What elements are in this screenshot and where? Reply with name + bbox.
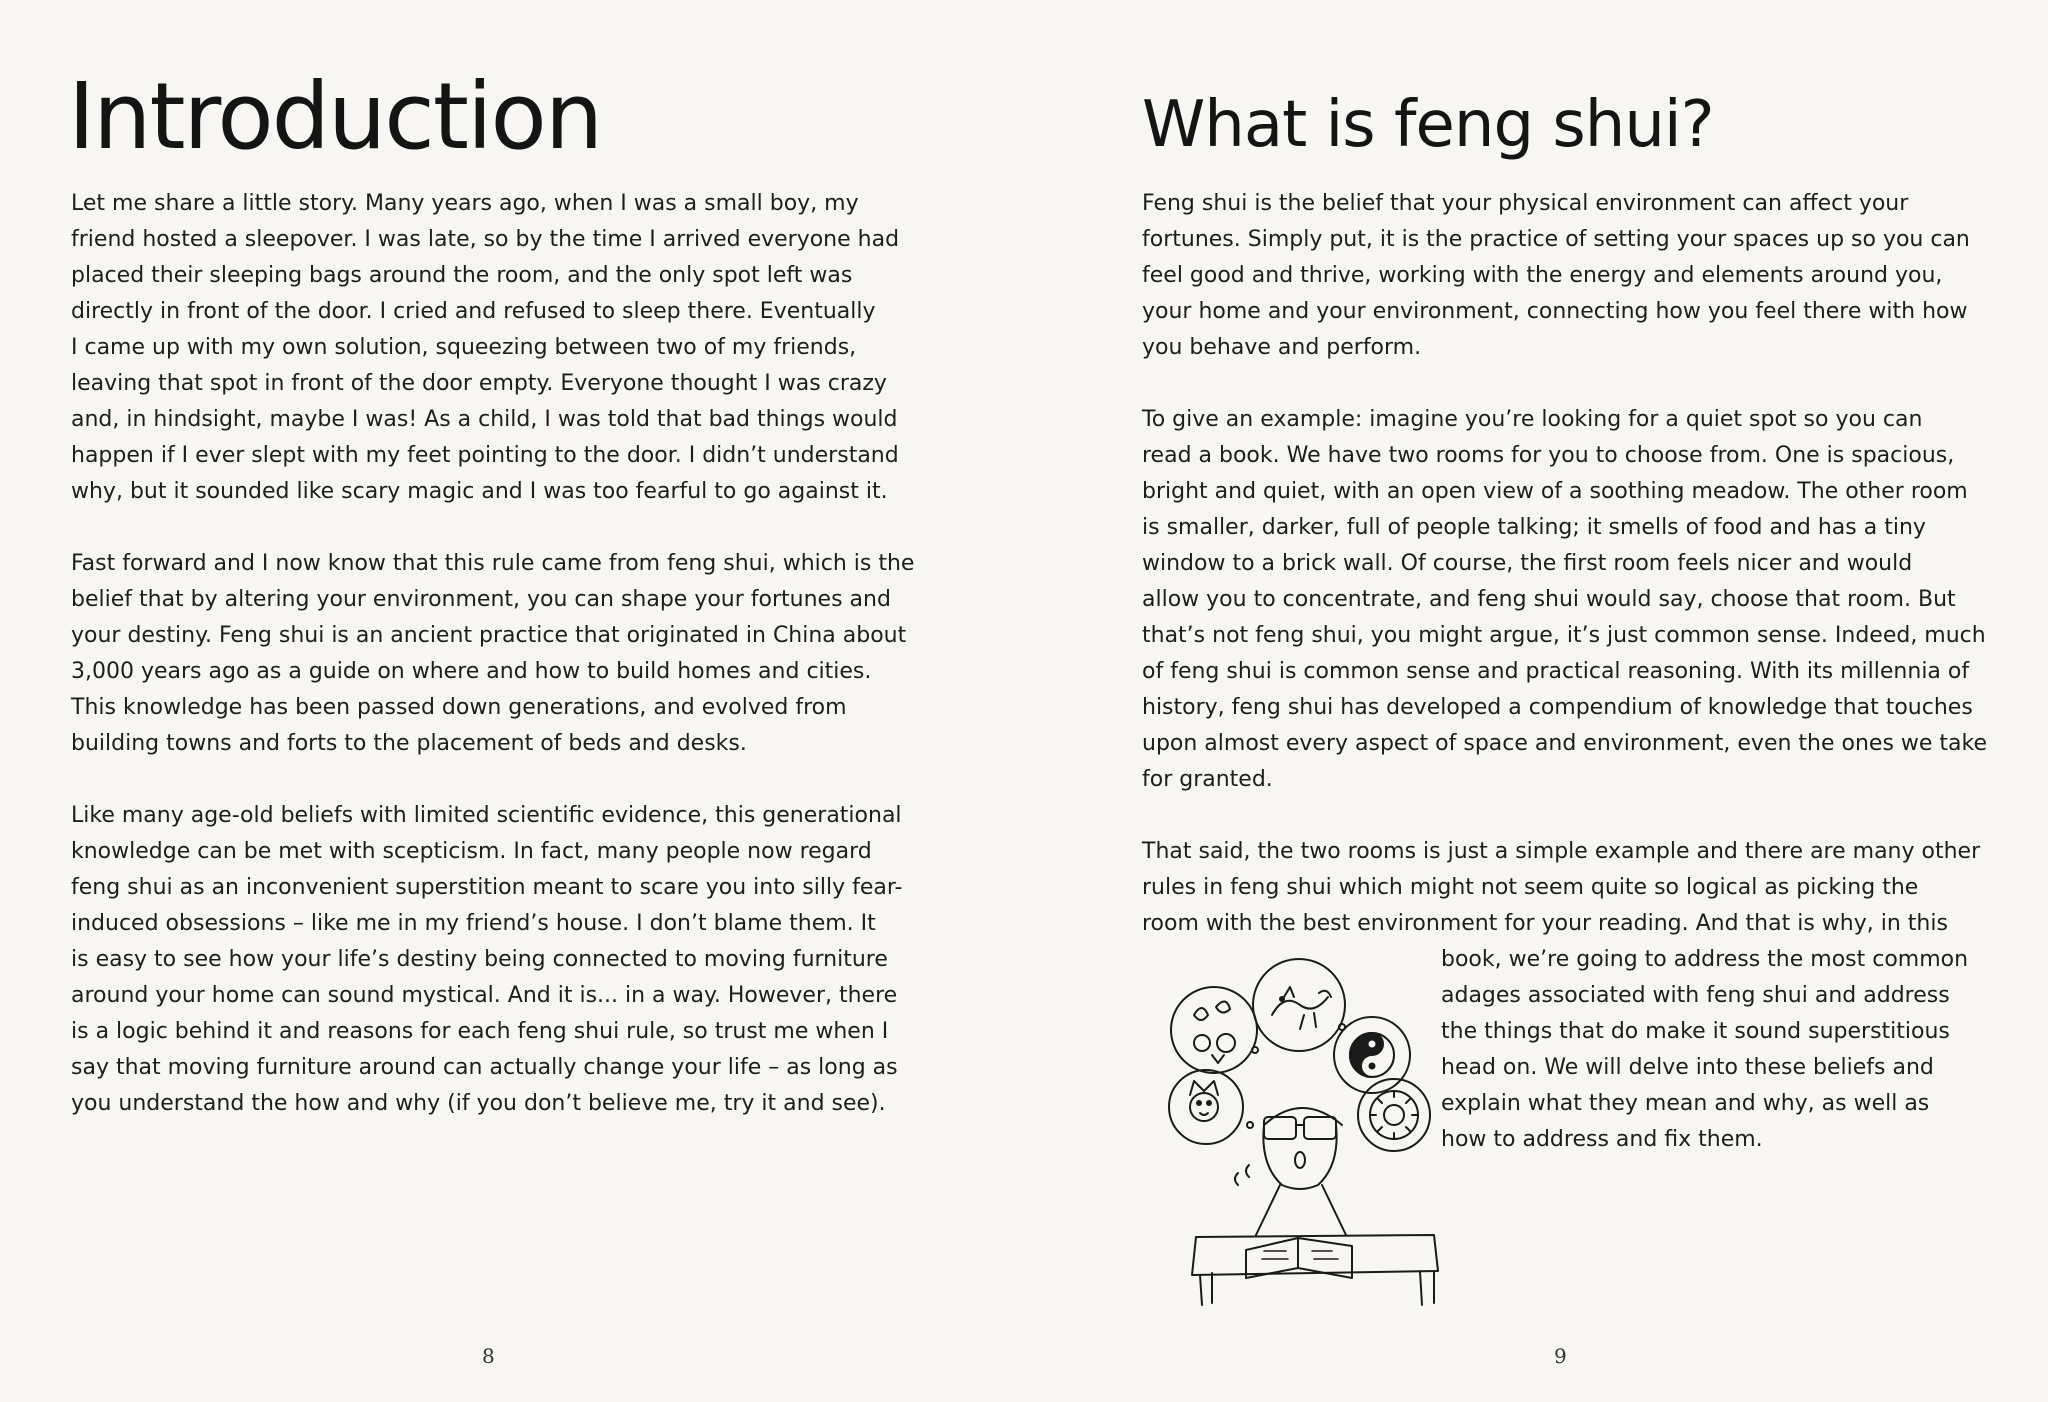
thought-bubble-cat-icon <box>1169 1070 1243 1144</box>
page-number: 9 <box>1554 1344 1567 1368</box>
text-line: you understand the how and why (if you don’t believe me, try it and see). <box>71 1091 886 1116</box>
text-line: your home and your environment, connecting how you feel there with how <box>1142 299 1968 324</box>
text-line: That said, the two rooms is just a simple example and there are many other <box>1142 839 1981 864</box>
text-line: your destiny. Feng shui is an ancient practice that originated in China about <box>71 623 907 648</box>
text-line: for granted. <box>1142 767 1273 792</box>
text-line: the things that do make it sound superstitious <box>1441 1019 1950 1044</box>
page-title-introduction: Introduction <box>68 63 602 170</box>
text-line: head on. We will delve into these beliefs and <box>1441 1055 1934 1080</box>
text-line: how to address and fix them. <box>1441 1127 1763 1152</box>
text-line: history, feng shui has developed a compendium of knowledge that touches <box>1142 695 1973 720</box>
text-line: why, but it sounded like scary magic and I was too fearful to go against it. <box>71 479 888 504</box>
text-line: book, we’re going to address the most common <box>1441 947 1969 972</box>
text-line: Let me share a little story. Many years ago, when I was a small boy, my <box>71 191 859 216</box>
text-line: I came up with my own solution, squeezing between two of my friends, <box>71 335 857 360</box>
text-line: you behave and perform. <box>1142 335 1422 360</box>
text-line: knowledge can be met with scepticism. In fact, many people now regard <box>71 839 872 864</box>
text-line: explain what they mean and why, as well as <box>1441 1091 1930 1116</box>
text-line: To give an example: imagine you’re looking for a quiet spot so you can <box>1142 407 1923 432</box>
text-line: This knowledge has been passed down generations, and evolved from <box>71 695 847 720</box>
intro-body-text <box>71 186 914 1122</box>
text-line: window to a brick wall. Of course, the first room feels nicer and would <box>1142 551 1913 576</box>
text-line: 3,000 years ago as a guide on where and how to build homes and cities. <box>71 659 872 684</box>
text-line: building towns and forts to the placement of beds and desks. <box>71 731 747 756</box>
thought-bubble-dragon-icon <box>1253 959 1345 1051</box>
text-line: fortunes. Simply put, it is the practice of setting your spaces up so you can <box>1142 227 1970 252</box>
text-line: Fast forward and I now know that this rule came from feng shui, which is the <box>71 551 915 576</box>
page-number: 8 <box>482 1344 495 1368</box>
text-line: say that moving furniture around can actually change your life – as long as <box>71 1055 898 1080</box>
text-line: Like many age-old beliefs with limited scientific evidence, this generational <box>71 803 902 828</box>
text-line: is smaller, darker, full of people talking; it smells of food and has a tiny <box>1142 515 1926 540</box>
thought-bubble-vegetables-icon <box>1171 987 1257 1073</box>
wrapped-text-beside-illustration <box>1441 942 1968 1158</box>
text-line: feng shui as an inconvenient superstition meant to scare you into silly fear- <box>71 875 903 900</box>
thought-bubble-compass-icon <box>1358 1079 1430 1151</box>
text-line: read a book. We have two rooms for you to choose from. One is spacious, <box>1142 443 1955 468</box>
text-line: allow you to concentrate, and feng shui would say, choose that room. But <box>1142 587 1956 612</box>
text-line: bright and quiet, with an open view of a soothing meadow. The other room <box>1142 479 1968 504</box>
text-line: adages associated with feng shui and address <box>1441 983 1950 1008</box>
text-line: is easy to see how your life’s destiny being connected to moving furniture <box>71 947 888 972</box>
text-line: Feng shui is the belief that your physical environment can affect your <box>1142 191 1909 216</box>
text-line: happen if I ever slept with my feet pointing to the door. I didn’t understand <box>71 443 899 468</box>
text-line: belief that by altering your environment, you can shape your fortunes and <box>71 587 891 612</box>
text-line: placed their sleeping bags around the room, and the only spot left was <box>71 263 853 288</box>
page-title-feng-shui: What is feng shui? <box>1142 88 1714 162</box>
text-line: upon almost every aspect of space and environment, even the ones we take <box>1142 731 1988 756</box>
text-line: friend hosted a sleepover. I was late, so by the time I arrived everyone had <box>71 227 900 252</box>
text-line: is a logic behind it and reasons for each feng shui rule, so trust me when I <box>71 1019 889 1044</box>
reader-at-desk-illustration <box>1154 955 1454 1315</box>
text-line: of feng shui is common sense and practical reasoning. With its millennia of <box>1142 659 1970 684</box>
text-line: room with the best environment for your reading. And that is why, in this <box>1142 911 1948 936</box>
text-line: and, in hindsight, maybe I was! As a child, I was told that bad things would <box>71 407 898 432</box>
text-line: that’s not feng shui, you might argue, it’s just common sense. Indeed, much <box>1142 623 1986 648</box>
text-line: leaving that spot in front of the door empty. Everyone thought I was crazy <box>71 371 887 396</box>
text-line: feel good and thrive, working with the energy and elements around you, <box>1142 263 1943 288</box>
right-page <box>1024 0 2048 1402</box>
feng-shui-body-text <box>1142 186 1987 942</box>
text-line: induced obsessions – like me in my friend’s house. I don’t blame them. It <box>71 911 876 936</box>
text-line: around your home can sound mystical. And it is... in a way. However, there <box>71 983 898 1008</box>
desk-icon <box>1192 1235 1438 1305</box>
text-line: rules in feng shui which might not seem quite so logical as picking the <box>1142 875 1919 900</box>
text-line: directly in front of the door. I cried and refused to sleep there. Eventually <box>71 299 876 324</box>
